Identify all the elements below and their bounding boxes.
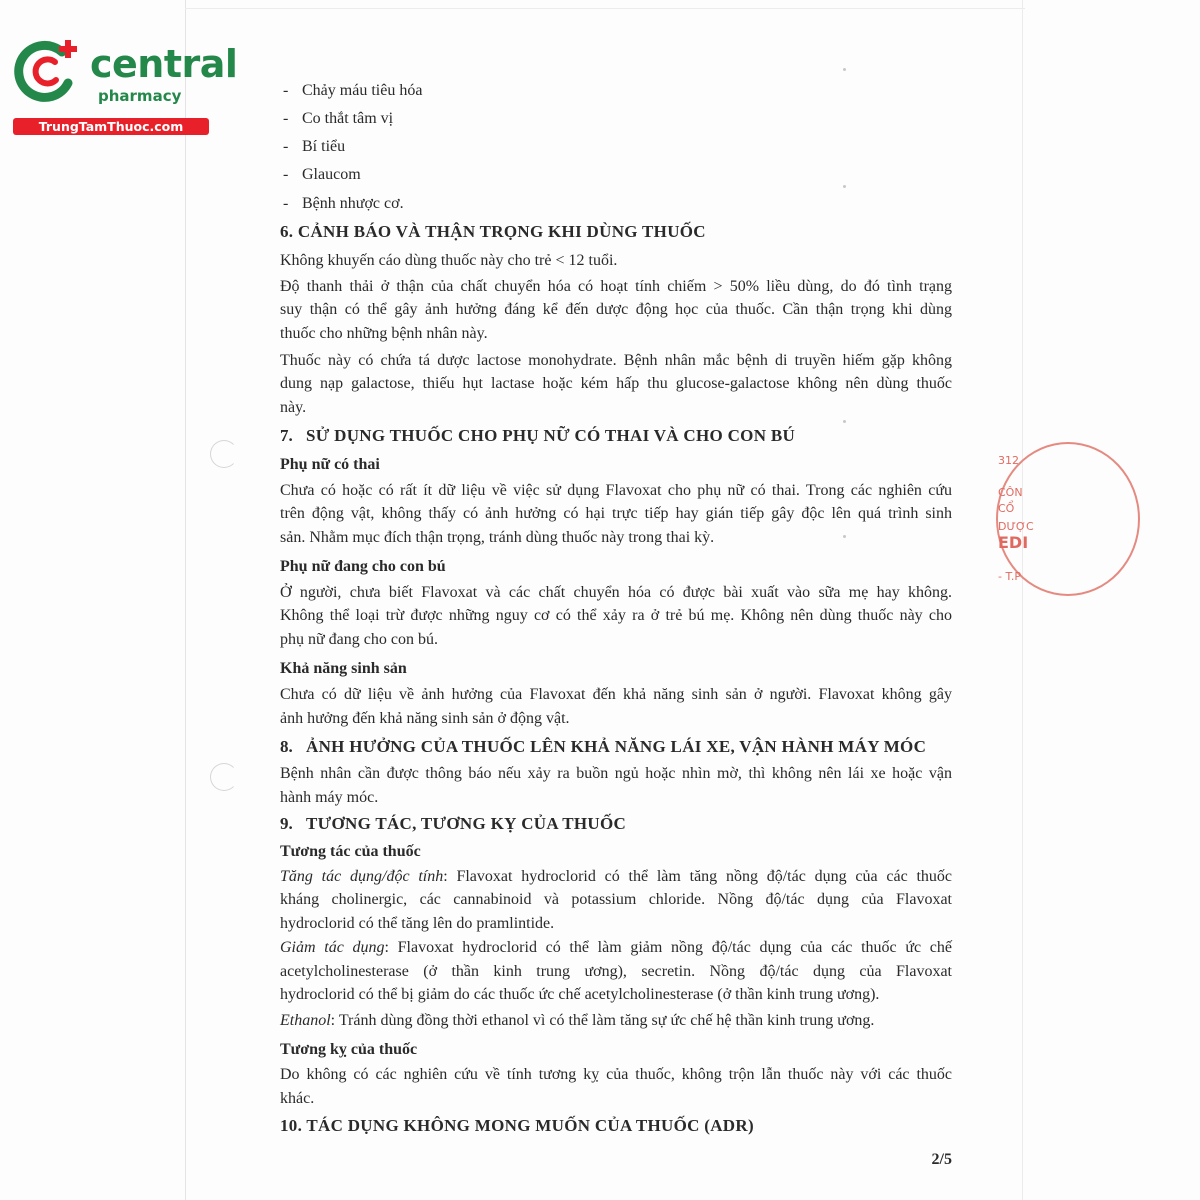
bullet-dash: - [283,138,289,155]
section-9-paragraph: Do không có các nghiên cứu về tính tương kỵ của thuốc, không trộn lẫn thuốc này với các thuốc [280,1066,952,1083]
section-6-paragraph: suy thận có thể gây ảnh hưởng đáng kể đến dược động học của thuốc. Cần thận trọng khi dùng [280,301,952,318]
list-item-text: Glaucom [302,166,361,183]
section-6-paragraph: Thuốc này có chứa tá dược lactose monohydrate. Bệnh nhân mắc bệnh di truyền hiếm gặp không [280,352,952,369]
pharmacy-cross-logo-icon [10,38,80,108]
section-7-paragraph: Ở người, chưa biết Flavoxat và các chất chuyển hóa có được bài xuất vào sữa mẹ hay không. [280,584,952,601]
section-9-paragraph: hydroclorid có thể bị giảm do các thuốc ức chế acetylcholinesterase (ở thần kinh trung ương). [280,986,880,1003]
interaction-text: : Flavoxat hydroclorid có thể làm giảm nồng độ/tác dụng của các thuốc ức chế [384,939,952,956]
section-9-subheading: Tương kỵ của thuốc [280,1041,418,1058]
section-9-paragraph: kháng cholinergic, các cannabinoid và potassium chloride. Nồng độ/tác dụng của Flavoxat [280,891,952,908]
bullet-dash: - [283,166,289,183]
central-pharmacy-logo[interactable] [10,38,238,138]
section-7-paragraph: phụ nữ đang cho con bú. [280,631,438,648]
section-9-paragraph: khác. [280,1090,315,1107]
scan-edge-right [1022,0,1023,1200]
interaction-text: : Flavoxat hydroclorid có thể làm tăng nồng độ/tác dụng của các thuốc [443,868,953,885]
bullet-dash: - [283,195,289,212]
list-item-text: Chảy máu tiêu hóa [302,82,423,99]
punch-hole-top [210,440,238,468]
section-8-paragraph: Bệnh nhân cần được thông báo nếu xảy ra buồn ngủ hoặc nhìn mờ, thì không nên lái xe hoặc vận [280,765,952,782]
list-item-text: Bí tiểu [302,138,346,155]
section-9-title: TƯƠNG TÁC, TƯƠNG KỴ CỦA THUỐC [306,814,627,833]
scan-speck [843,185,846,188]
logo-wordmark: central [90,42,238,86]
scan-edge-top [185,8,1025,9]
section-8-paragraph: hành máy móc. [280,789,379,806]
interaction-label-increase: Tăng tác dụng/độc tính [280,868,444,885]
section-9-number: 9. [280,814,293,833]
section-7-number: 7. [280,426,293,445]
stamp-text-4: DƯỢC [998,520,1034,533]
interaction-label-ethanol: Ethanol [280,1012,331,1029]
bullet-dash: - [283,82,289,99]
list-item-text: Bệnh nhược cơ. [302,195,404,212]
stamp-text-3: CỔ [998,502,1015,515]
section-7-paragraph: Chưa có hoặc có rất ít dữ liệu về việc sử dụng Flavoxat cho phụ nữ có thai. Trong các nghiên cứu [280,482,952,499]
logo-site-banner: TrungTamThuoc.com [13,118,209,135]
section-6-paragraph: thuốc cho những bệnh nhân này. [280,325,488,342]
stamp-text-2: CÔN [998,486,1023,499]
section-6-heading: 6. CẢNH BÁO VÀ THẬN TRỌNG KHI DÙNG THUỐC [280,222,706,241]
section-7-subheading: Phụ nữ đang cho con bú [280,558,446,575]
scan-speck [843,420,846,423]
section-7-subheading: Phụ nữ có thai [280,456,380,473]
bullet-dash: - [283,110,289,127]
scan-edge-left [185,0,186,1200]
section-7-subheading: Khả năng sinh sản [280,660,407,677]
section-6-paragraph: này. [280,399,307,416]
section-10-heading: 10. TÁC DỤNG KHÔNG MONG MUỐN CỦA THUỐC (ADR) [280,1116,754,1135]
logo-subtitle: pharmacy [98,87,182,105]
section-7-title: SỬ DỤNG THUỐC CHO PHỤ NỮ CÓ THAI VÀ CHO CON BÚ [306,426,796,445]
section-9-heading [280,814,952,835]
section-9-paragraph [280,1011,952,1031]
section-7-paragraph: ảnh hưởng đến khả năng sinh sản ở động vật. [280,710,570,727]
page-number: 2/5 [931,1151,952,1168]
section-6-paragraph: dung nạp galactose, thiếu hụt lactase hoặc kém hấp thu glucose-galactose không nên dùng thuốc [280,375,952,392]
section-6-paragraph: Độ thanh thải ở thận của chất chuyển hóa có hoạt tính chiếm > 50% liều dùng, do đó tình trạng [280,278,952,295]
stamp-text-5: EDI [998,533,1029,552]
section-7-paragraph: Chưa có dữ liệu về ảnh hưởng của Flavoxat đến khả năng sinh sản ở người. Flavoxat không gây [280,686,952,703]
list-item-text: Co thắt tâm vị [302,110,394,127]
interaction-text: : Tránh dùng đồng thời ethanol vì có thể làm tăng sự ức chế hệ thần kinh trung ương. [330,1012,875,1029]
punch-hole-bottom [210,763,238,791]
stamp-text-6: - T.P [998,570,1022,583]
section-7-paragraph: trên động vật, không thấy có ảnh hưởng có hại trực tiếp hay gián tiếp gây độc lên quá trình sinh [280,505,952,522]
section-9-paragraph: acetylcholinesterase (ở thần kinh trung ương), secretin. Nồng độ/tác dụng của Flavoxat [280,963,952,980]
scan-speck [843,68,846,71]
company-stamp-fragment [992,440,1034,595]
stamp-text-1: 312 [998,454,1019,467]
section-9-paragraph: hydroclorid có thể tăng lên do pramlintide. [280,915,555,932]
section-9-paragraph [280,938,952,958]
section-7-paragraph: Không thể loại trừ được những nguy cơ có thể xảy ra ở trẻ bú mẹ. Không nên dùng thuốc này cho [280,607,952,624]
section-7-heading [280,426,952,447]
section-6-paragraph: Không khuyến cáo dùng thuốc này cho trẻ < 12 tuổi. [280,252,618,269]
interaction-label-decrease: Giảm tác dụng [280,939,385,956]
section-8-number: 8. [280,737,293,756]
section-9-subheading: Tương tác của thuốc [280,843,421,860]
section-8-title: ẢNH HƯỞNG CỦA THUỐC LÊN KHẢ NĂNG LÁI XE, VẬN HÀNH MÁY MÓC [306,737,927,756]
section-8-heading [280,737,952,758]
section-9-paragraph [280,867,952,887]
section-7-paragraph: sản. Nhằm mục đích thận trọng, tránh dùng thuốc này trong thai kỳ. [280,529,715,546]
